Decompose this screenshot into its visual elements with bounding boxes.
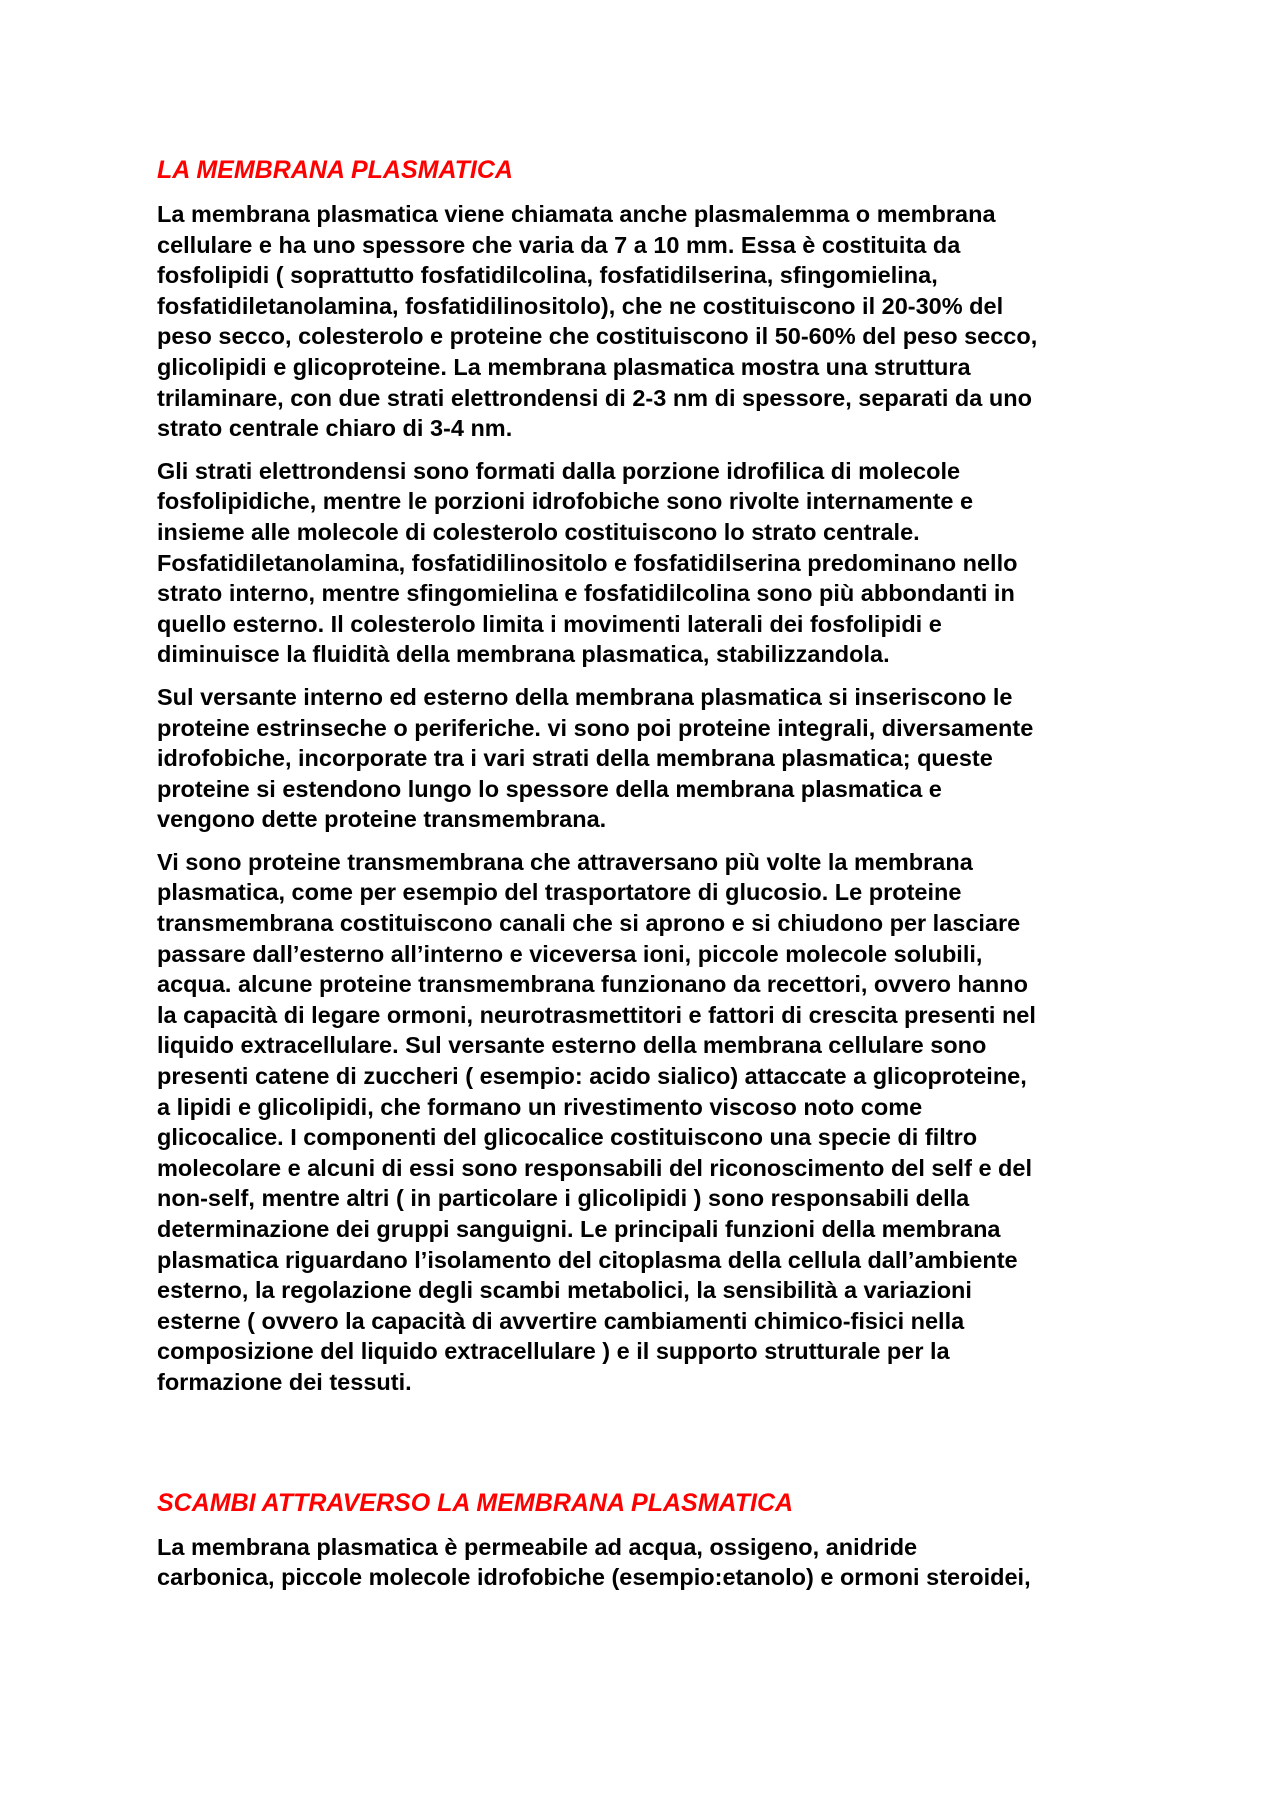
paragraph-permeabilita: La membrana plasmatica è permeabile ad acqua, ossigeno, anidride carbonica, piccole molecole idrofobiche (esempio:etanolo) e ormoni steroidei, xyxy=(157,1533,1031,1591)
document-page xyxy=(157,155,1157,1593)
section-heading-scambi: SCAMBI ATTRAVERSO LA MEMBRANA PLASMATICA xyxy=(157,1488,794,1517)
paragraph-transmembrana: Vi sono proteine transmembrana che attraversano più volte la membrana plasmatica, come per esempio del trasportatore di glucosio. Le proteine transmembrana costituiscono canali che si aprono e si chiudono per lasciare passare dall’esterno all’interno e viceversa ioni, piccole molecole solubili, acqua. alcune proteine transmembrana funzionano da recettori, ovvero hanno la capacità di legare ormoni, neurotrasmettitori e fattori di crescita presenti nel liquido extracellulare. Sul versante esterno della membrana cellulare sono presenti catene di zuccheri ( esempio: acido sialico) attaccate a glicoproteine, a lipidi e glicolipidi, che formano un rivestimento viscoso noto come glicocalice. I componenti del glicocalice costituiscono una specie di filtro molecolare e alcuni di essi sono responsabili del riconoscimento del self e del non-self, mentre altri ( in particolare i glicolipidi ) sono responsabili della determinazione dei gruppi sanguigni. Le principali funzioni della membrana plasmatica riguardano l’isolamento del citoplasma della cellula dall’ambiente esterno, la regolazione degli scambi metabolici, la sensibilità a variazioni esterne ( ovvero la capacità di avvertire cambiamenti chimico-fisici nella composizione del liquido extracellulare ) e il supporto strutturale per la formazione dei tessuti. xyxy=(157,848,1036,1395)
paragraph-strati: Gli strati elettrondensi sono formati dalla porzione idrofilica di molecole fosfolipidiche, mentre le porzioni idrofobiche sono rivolte internamente e insieme alle molecole di colesterolo costituiscono lo strato centrale. Fosfatidiletanolamina, fosfatidilinositolo e fosfatidilserina predominano nello strato interno, mentre sfingomielina e fosfatidilcolina sono più abbondanti in quello esterno. Il colesterolo limita i movimenti laterali dei fosfolipidi e diminuisce la fluidità della membrana plasmatica, stabilizzandola. xyxy=(157,457,1018,668)
paragraph-intro: La membrana plasmatica viene chiamata anche plasmalemma o membrana cellulare e ha uno spessore che varia da 7 a 10 mm. Essa è costituita da fosfolipidi ( soprattutto fosfatidilcolina, fosfatidilserina, sfingomielina, fosfatidiletanolamina, fosfatidilinositolo), che ne costituiscono il 20-30% del peso secco, colesterolo e proteine che costituiscono il 50-60% del peso secco, glicolipidi e glicoproteine. La membrana plasmatica mostra una struttura trilaminare, con due strati elettrondensi di 2-3 nm di spessore, separati da uno strato centrale chiaro di 3-4 nm. xyxy=(157,201,1038,442)
section-heading-membrana: LA MEMBRANA PLASMATICA xyxy=(157,156,513,184)
paragraph-proteine: Sul versante interno ed esterno della membrana plasmatica si inseriscono le proteine estrinseche o periferiche. vi sono poi proteine integrali, diversamente idrofobiche, incorporate tra i vari strati della membrana plasmatica; queste proteine si estendono lungo lo spessore della membrana plasmatica e vengono dette proteine transmembrana. xyxy=(157,683,1034,833)
